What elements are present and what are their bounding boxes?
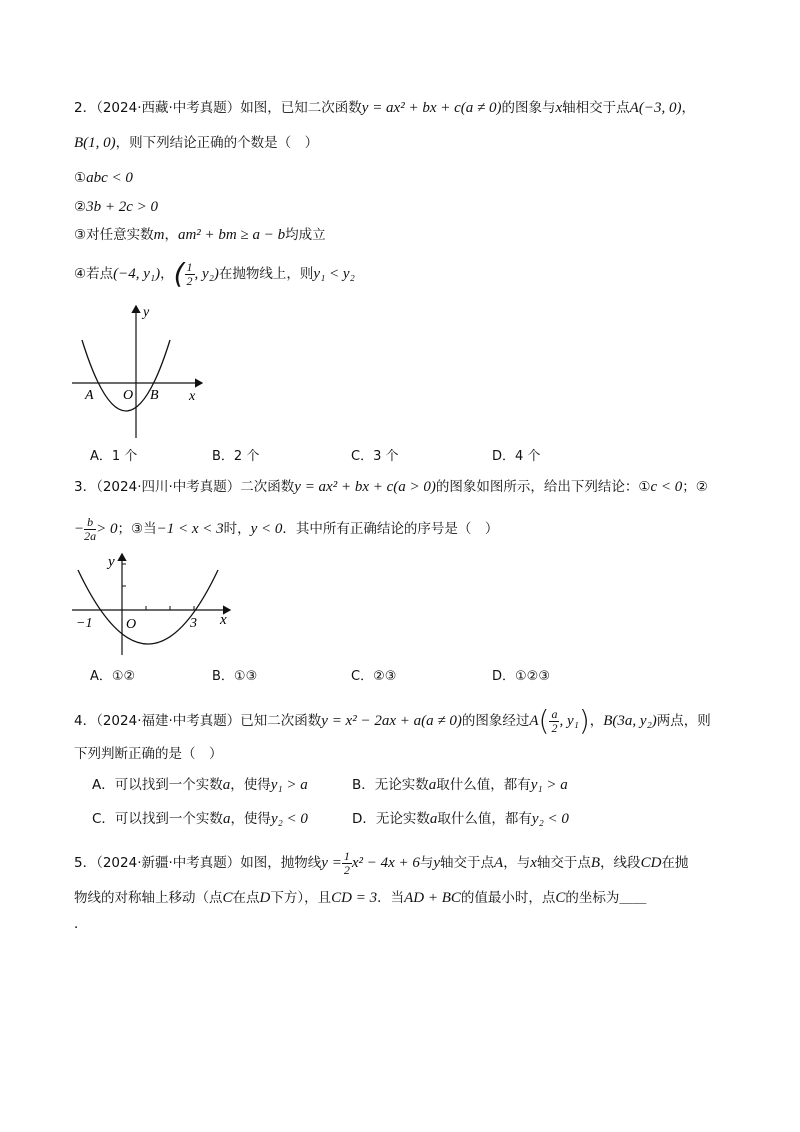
q3-function-formula: y = ax² + bx + c(a > 0) [294,479,436,495]
q5-text-2a: 物线的对称轴上移动（点 [74,890,223,906]
q5-formula-rest: x² − 4x + 6 [351,855,420,871]
q5-text-c: ，与 [503,855,531,871]
q2-s2-marker: ② [74,199,87,215]
q4-optA-text: A．可以找到一个实数 [92,777,223,793]
q3-frac-num: b [84,516,96,530]
q4-frac-den: 2 [551,720,558,735]
q3-c2-end: ；③当 [117,521,157,537]
q2-s4-prefix: ④若点 [74,266,114,282]
q4-function-formula: y = x² − 2ax + a(a ≠ 0) [321,713,462,729]
q5-x-var: x [530,855,537,871]
q4-optA-math: y₁ > a [270,777,308,793]
q4-option-b[interactable] [352,776,568,794]
q2-point-a: A(−3, 0) [629,100,682,116]
q2-label-x: x [189,389,196,404]
q2-stem-line2 [74,133,318,153]
q5-c-var2: C [555,890,566,906]
q4-optD-var: a [429,811,438,827]
q2-stem-axis: 轴相交于点 [562,100,630,116]
q3-parabola-curve [78,570,218,644]
q2-option-b[interactable]: B．2 个 [212,449,260,464]
q2-s4-math: y₁ < y₂ [313,266,355,282]
q2-statement-2 [74,197,158,217]
q3-label-x: x [220,612,227,628]
q3-label-neg1: −1 [76,616,93,631]
q4-optA-var: a [222,777,231,793]
q5-text-d: 轴交于点 [536,855,591,871]
q3-option-d[interactable]: D．①②③ [492,669,550,684]
q3-c2-math: > 0 [96,521,118,537]
q4-optC-var: a [222,811,231,827]
q5-d-var: D [259,890,271,906]
q4-frac-num: a [551,706,558,721]
q2-s4-fraction [185,261,195,288]
q5-c-var: C [222,890,233,906]
q2-s4-frac-den: 2 [186,273,193,288]
q4-optB-text: B．无论实数 [352,777,429,793]
q5-text-2f: 的坐标为 [565,890,620,906]
q4-optC-text: C．可以找到一个实数 [92,811,223,827]
q3-frac-den: 2a [84,528,97,543]
q2-s3-comma: ， [164,227,178,243]
q2-x-var: x [555,100,563,116]
q5-fraction [342,850,352,877]
q2-function-formula: y = ax² + bx + c(a ≠ 0) [361,100,502,116]
q5-text-2d: ．当 [377,890,405,906]
q3-stem-line1 [74,477,708,497]
q3-label-3: 3 [190,616,197,631]
q4-option-d[interactable] [352,810,569,828]
q2-s3-m: m [153,227,165,243]
q5-a-var: A [494,855,504,871]
q2-label-b: B [150,388,159,403]
q3-label-y: y [108,554,115,570]
q3-option-c[interactable]: C．②③ [351,669,397,684]
q4-stem-mid: 的图象经过 [461,713,530,729]
q3-question: ．其中所有正确结论的序号是（ ） [282,521,499,537]
q5-answer-blank[interactable]: ＿＿ [619,890,647,906]
q5-frac-den: 2 [343,862,350,877]
q4-optD-end: 取什么值，都有 [437,811,532,827]
q2-statement-3 [74,225,326,245]
q2-s4-point2-rest: , y₂) [194,266,219,282]
q5-cd-var: CD [640,855,662,871]
q2-s4-sep: ， [160,266,174,282]
q5-b-var: B [590,855,601,871]
q4-optD-math: y₂ < 0 [531,811,569,827]
q4-point-a-label: A [529,713,539,729]
q4-point-a-fraction [549,708,559,735]
q4-optB-end: 取什么值，都有 [436,777,531,793]
q2-stem-mid: 的图象与 [501,100,556,116]
q2-s1-math: abc < 0 [86,170,133,186]
q4-optB-math: y₁ > a [530,777,568,793]
q4-optC-end: ，使得 [230,811,271,827]
q3-c3-cond: −1 < x < 3 [156,521,224,537]
q2-label-y: y [143,305,150,320]
q3-fraction [84,516,96,543]
q4-stem-end: 两点，则 [656,713,711,729]
q5-text-f: 在抛 [661,855,689,871]
q3-stem-prefix: 3．（2024·四川·中考真题）二次函数 [74,479,295,495]
q2-s4-mid: 在抛物线上，则 [218,266,314,282]
q3-label-o: O [126,617,137,632]
q4-stem-line1: 4．（2024·福建·中考真题）已知二次函数y = x² − 2ax + a(a ≠ 0)的图象经过A( $\frac{a}{2}$ , y₁)，B(3a, y₂)两点，则 [74,704,711,737]
q5-y-eq: y = [321,855,342,871]
q2-parabola-graph [68,300,208,445]
q5-text-e: ，线段 [600,855,641,871]
q2-stem-line1 [74,98,695,118]
q2-stem-prefix: 2．（2024·西藏·中考真题）如图，已知二次函数 [74,100,362,116]
q2-question: ，则下列结论正确的个数是（ ） [115,135,319,151]
q4-optD-text: D．无论实数 [352,811,430,827]
q5-cd-eq: CD = 3 [331,890,378,906]
q4-optC-math: y₂ < 0 [270,811,308,827]
q5-text-2b: 在点 [232,890,260,906]
q4-point-b: B(3a, y₂) [603,713,657,729]
q3-c3-when: 时， [223,521,251,537]
q2-s3-suffix: 均成立 [285,227,326,243]
q4-point-a-rest: , y₁ [559,713,579,729]
q2-option-c[interactable]: C．3 个 [351,449,399,464]
q5-sum: AD + BC [404,890,461,906]
q5-text-a: 与 [419,855,434,871]
q3-stem-line2 [74,512,498,546]
q5-text-2c: 下方），且 [270,890,332,906]
q5-stem-line2 [74,888,646,908]
q2-s3-prefix: ③对任意实数 [74,227,154,243]
q5-stem-prefix: 5．（2024·新疆·中考真题）如图，抛物线 [74,855,322,871]
q5-text-2e: 的值最小时，点 [460,890,556,906]
q4-option-c[interactable] [92,810,308,828]
q5-y-var: y [433,855,441,871]
q4-optA-end: ，使得 [230,777,271,793]
q3-parabola-graph [68,550,238,660]
q2-stem-comma: ， [681,100,695,116]
q4-stem-prefix: 4．（2024·福建·中考真题）已知二次函数 [74,713,322,729]
q3-c1-end: ；② [682,479,708,495]
q5-stem-line1 [74,846,688,880]
q2-point-b: B(1, 0) [74,135,116,151]
q2-s4-point1: (−4, y₁) [113,266,161,282]
q3-c1-math: c < 0 [650,479,683,495]
q4-stem-line2: 下列判断正确的是（ ） [74,746,223,762]
q3-option-a[interactable]: A．①② [90,669,136,684]
q2-s4-frac-num: 1 [186,259,193,274]
q2-option-d[interactable]: D．4 个 [492,449,541,464]
q5-stem-line3: ． [74,916,88,932]
q2-s1-marker: ① [74,170,87,186]
q3-frac-neg: − [74,521,85,537]
q5-text-b: 轴交于点 [440,855,495,871]
q2-s2-math: 3b + 2c > 0 [86,199,159,215]
q2-label-o: O [123,388,134,403]
q4-optB-var: a [428,777,437,793]
q3-stem-mid: 的图象如图所示，给出下列结论：① [435,479,651,495]
q2-s3-math: am² + bm ≥ a − b [177,227,286,243]
q2-statement-1 [74,168,133,188]
q5-frac-num: 1 [343,848,350,863]
q3-option-b[interactable]: B．①③ [212,669,258,684]
q3-c3-math: y < 0 [250,521,283,537]
q2-option-a[interactable]: A．1 个 [90,449,138,464]
q2-label-a: A [85,388,94,403]
q2-statement-4 [74,258,355,290]
q4-option-a[interactable] [92,776,308,794]
q2-s4-paren: ( [173,257,185,290]
